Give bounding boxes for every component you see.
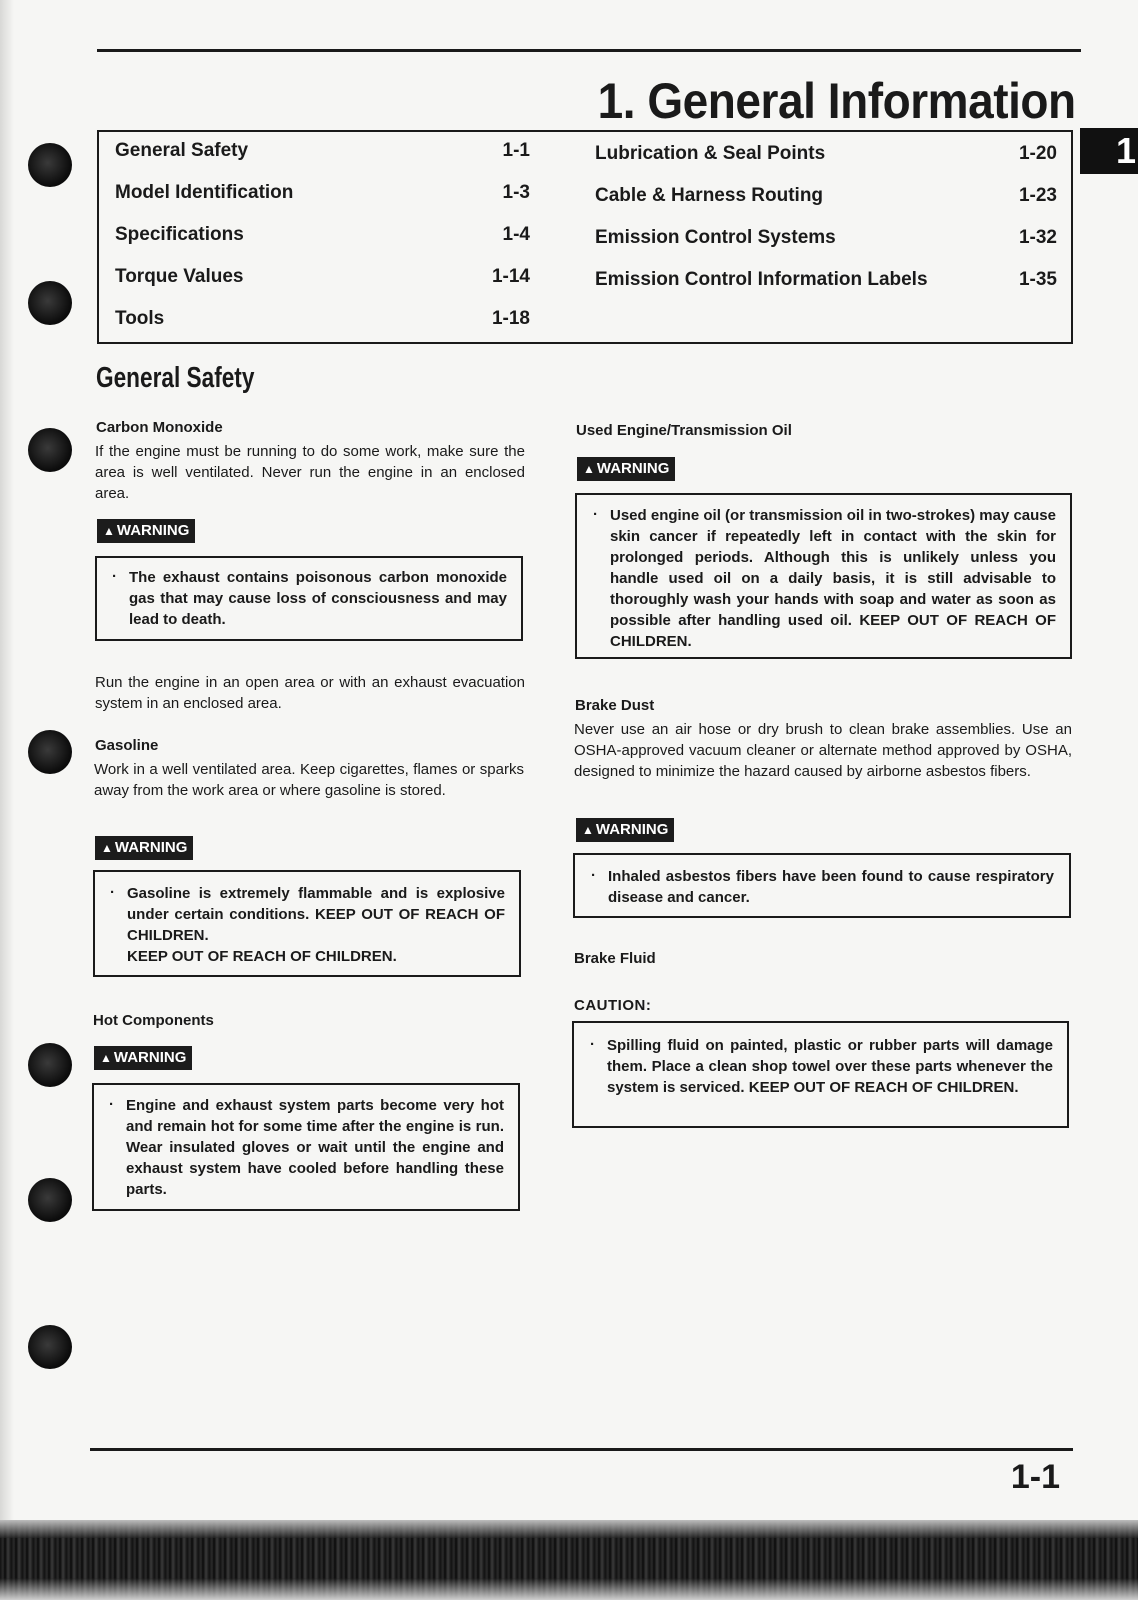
bullet-icon: · <box>590 1036 595 1053</box>
toc-page: 1-4 <box>502 224 530 245</box>
gasoline-title: Gasoline <box>95 737 159 754</box>
carbon-monoxide-text: If the engine must be running to do some work, make sure the area is well ventilated. Never run the engine in an enclosed area. <box>95 443 525 502</box>
toc-page: 1-18 <box>491 308 530 329</box>
warning-text: Gasoline is extremely flammable and is explosive under certain conditions. KEEP OUT OF REACH OF CHILDREN. <box>127 885 505 944</box>
page-title: 1. General Information <box>597 73 1076 129</box>
toc-label: Model Identification <box>115 182 294 203</box>
binder-hole <box>28 143 72 187</box>
caution-text: Spilling fluid on painted, plastic or rubber parts will damage them. Place a clean shop towel over these parts whenever the system is serviced. KEEP OUT OF REACH OF CHILDREN. <box>607 1037 1053 1096</box>
bullet-icon: · <box>593 506 598 523</box>
section-tab: 1 <box>1080 128 1138 174</box>
binder-hole <box>28 1325 72 1369</box>
toc-label: Emission Control Information Labels <box>595 269 928 290</box>
page-number: 1-1 <box>1010 1458 1060 1496</box>
toc-page: 1-35 <box>1018 269 1057 290</box>
bullet-icon: · <box>109 1096 114 1113</box>
toc-item[interactable] <box>595 227 1057 249</box>
toc-label: General Safety <box>115 140 249 161</box>
warning-badge: ▲ WARNING <box>577 457 675 481</box>
toc-label: Cable & Harness Routing <box>595 185 824 206</box>
toc-label: Tools <box>115 308 165 329</box>
toc-item[interactable] <box>115 266 530 288</box>
bullet-icon: · <box>591 867 596 884</box>
caution-label: CAUTION: <box>574 997 652 1014</box>
brake-fluid-title: Brake Fluid <box>574 950 656 967</box>
warning-triangle-icon: ▲ <box>100 1051 112 1065</box>
warning-triangle-icon: ▲ <box>101 841 113 855</box>
bullet-icon: · <box>112 568 117 585</box>
binder-hole <box>28 730 72 774</box>
warning-badge: ▲ WARNING <box>576 818 674 842</box>
brake-dust-title: Brake Dust <box>575 697 655 714</box>
binder-hole <box>28 1178 72 1222</box>
warning-badge: ▲ WARNING <box>97 519 195 543</box>
warning-text: Engine and exhaust system parts become very hot and remain hot for some time after the engine is run. Wear insulated gloves or wait until the engine and exhaust system have cooled before handling these parts. <box>126 1097 504 1198</box>
toc-page: 1-20 <box>1018 143 1057 164</box>
toc-page: 1-3 <box>502 182 530 203</box>
toc-label: Lubrication & Seal Points <box>595 143 826 164</box>
warning-badge: ▲ WARNING <box>94 1046 192 1070</box>
warning-text: Inhaled asbestos fibers have been found to cause respiratory disease and cancer. <box>608 868 1054 906</box>
toc-page: 1-1 <box>502 140 530 161</box>
toc-page: 1-14 <box>491 266 530 287</box>
warning-triangle-icon: ▲ <box>583 462 595 476</box>
binder-hole <box>28 281 72 325</box>
hot-components-title: Hot Components <box>93 1012 214 1029</box>
gasoline-text: Work in a well ventilated area. Keep cigarettes, flames or sparks away from the work area or where gasoline is stored. <box>94 761 524 799</box>
toc-item[interactable] <box>115 308 530 330</box>
toc-item[interactable] <box>595 269 1057 291</box>
carbon-monoxide-title: Carbon Monoxide <box>96 419 223 436</box>
used-oil-title: Used Engine/Transmission Oil <box>576 422 792 439</box>
warning-text: KEEP OUT OF REACH OF CHILDREN. <box>127 948 397 965</box>
toc-item[interactable] <box>595 143 1057 165</box>
section-heading: General Safety <box>96 362 255 394</box>
bullet-icon: · <box>110 884 115 901</box>
warning-triangle-icon: ▲ <box>103 524 115 538</box>
toc-item[interactable] <box>595 185 1057 207</box>
toc-item[interactable] <box>115 224 530 246</box>
warning-text: Used engine oil (or transmission oil in two-strokes) may cause skin cancer if repeatedly left in contact with the skin for prolonged periods. Although this is unlikely unless you handle used oil on a daily basis, it is still advisable to thoroughly wash your hands with soap and water as soon as possible after handling used oil. KEEP OUT OF REACH OF CHILDREN. <box>610 507 1056 650</box>
binder-hole <box>28 1043 72 1087</box>
warning-text: The exhaust contains poisonous carbon monoxide gas that may cause loss of consciousness and may lead to death. <box>129 569 507 628</box>
toc-label: Emission Control Systems <box>595 227 836 248</box>
toc-page: 1-23 <box>1018 185 1057 206</box>
page-edge-shadow <box>0 0 14 1520</box>
header-rule <box>97 49 1081 52</box>
scan-edge-band <box>0 1520 1138 1600</box>
toc-item[interactable] <box>115 182 530 204</box>
warning-badge: ▲ WARNING <box>95 836 193 860</box>
warning-triangle-icon: ▲ <box>582 823 594 837</box>
brake-dust-text: Never use an air hose or dry brush to clean brake assemblies. Use an OSHA-approved vacuum cleaner or alternate method approved by OSHA, designed to minimize the hazard caused by airborne asbestos fibers. <box>574 721 1072 780</box>
footer-rule <box>90 1448 1073 1451</box>
binder-hole <box>28 428 72 472</box>
toc-page: 1-32 <box>1018 227 1057 248</box>
toc-label: Specifications <box>115 224 244 245</box>
toc-item[interactable] <box>115 140 530 162</box>
carbon-monoxide-after-text: Run the engine in an open area or with an exhaust evacuation system in an enclosed area. <box>95 674 525 712</box>
toc-label: Torque Values <box>115 266 244 287</box>
